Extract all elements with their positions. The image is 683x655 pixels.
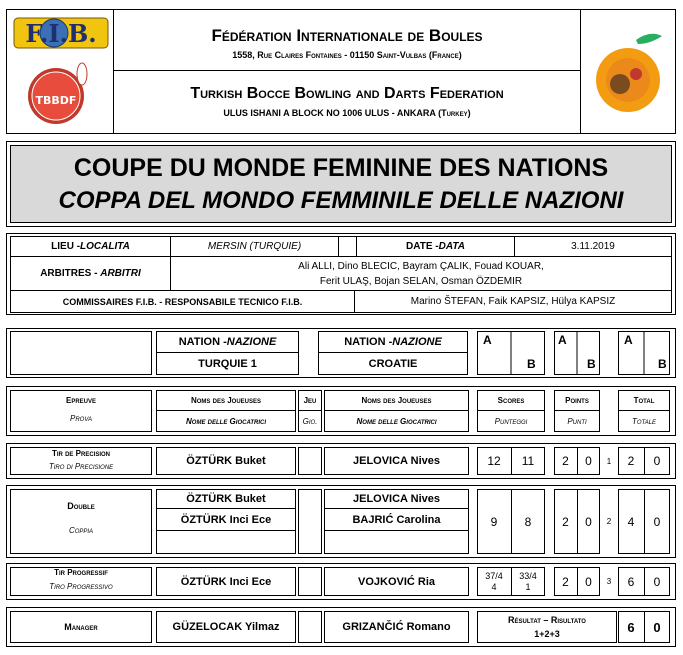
- row3-player-a: ÖZTÜRK Inci Ece: [180, 575, 272, 588]
- row3-pts-b: 0: [585, 574, 592, 589]
- row3-tot-a: 6: [627, 574, 635, 589]
- arbitres-line1: Ali ALLI, Dino BLECIC, Bayram ÇALIK, Fouad KOUAR,: [298, 260, 544, 272]
- row3-score-b: 33/4 1: [519, 570, 537, 592]
- row2-player-b2: BAJRIĆ Carolina: [352, 513, 441, 526]
- row1-player-a: ÖZTÜRK Buket: [186, 455, 266, 467]
- date-label: DATE - DATA: [406, 241, 465, 252]
- event-logo: [590, 26, 670, 118]
- row1-score-a: 12: [487, 454, 501, 468]
- manager-label: Manager: [64, 622, 98, 632]
- row1-score-b: 11: [521, 454, 535, 468]
- commissaires-label: COMMISSAIRES F.I.B. - RESPONSABILE TECNICO F.I.B.: [62, 296, 303, 307]
- ab-box-scores: [477, 331, 545, 375]
- manager-b: GRIZANČIĆ Romano: [342, 621, 451, 633]
- col-gio: Gio.: [302, 416, 318, 426]
- ab-a: A: [624, 333, 633, 347]
- col-epreuve: Epreuve: [65, 395, 96, 405]
- arbitres-line2: Ferit ULAŞ, Bojan SELAN, Osman ÖZDEMIR: [319, 275, 523, 287]
- row1-tot-a: 2: [627, 454, 635, 468]
- row2-event-it: Coppia: [68, 525, 94, 535]
- ab-b: B: [658, 357, 667, 371]
- nations-spacer: [10, 331, 152, 375]
- header-divider-right: [580, 9, 581, 134]
- col-jeu: Jeu: [303, 396, 317, 405]
- col-points: Points: [565, 396, 589, 405]
- date-value: 3.11.2019: [571, 241, 615, 252]
- row2-player-a2: ÖZTÜRK Inci Ece: [180, 513, 272, 526]
- result-b: 0: [653, 619, 661, 635]
- row2-player-a1: ÖZTÜRK Buket: [186, 492, 266, 505]
- ab-box-points: [554, 331, 600, 375]
- col-noms-a: Noms des Joueuses: [190, 396, 262, 405]
- row1-pts-a: 2: [562, 454, 569, 468]
- col-punti: Punti: [567, 416, 587, 426]
- col-punteggi: Punteggi: [494, 416, 528, 426]
- row2-tot-a: 4: [627, 514, 635, 529]
- nation-b-label: NATION - NAZIONE: [344, 336, 442, 348]
- fib-logo-text: F.I.B.: [25, 19, 97, 48]
- arbitres-label: ARBITRES - ARBITRI: [40, 268, 141, 279]
- nation-a-name: TURQUIE 1: [198, 357, 257, 370]
- banner-title-it: COPPA DEL MONDO FEMMINILE DELLE NAZIONI: [58, 187, 624, 214]
- tbbdf-logo: [22, 60, 98, 128]
- fib-title: Fédération Internationale de Boules: [211, 26, 483, 45]
- row2-player-b1: JELOVICA Nives: [352, 492, 440, 505]
- result-a: 6: [627, 619, 635, 635]
- tbbdf-logo-text: TBBDF: [35, 94, 77, 107]
- ab-b: B: [587, 357, 596, 371]
- row2-idx: 2: [606, 517, 612, 526]
- ab-a: A: [483, 333, 492, 347]
- ab-b: B: [527, 357, 536, 371]
- row1-pts-b: 0: [585, 454, 592, 468]
- col-totale: Totale: [631, 416, 657, 426]
- row2-pts-a: 2: [562, 514, 569, 529]
- row2-score-a: 9: [490, 514, 498, 529]
- row1-event-it: Tiro di Precisione: [48, 462, 114, 471]
- col-total: Total: [633, 396, 655, 405]
- result-label: Résultat – Risultato: [508, 615, 586, 625]
- row2-pts-b: 0: [585, 514, 592, 529]
- row1-event-fr: Tir de Precision: [51, 449, 110, 458]
- row3-pts-a: 2: [562, 574, 569, 589]
- row1-idx: 1: [606, 456, 612, 466]
- row1-tot-b: 0: [653, 454, 661, 468]
- col-scores: Scores: [497, 396, 525, 405]
- row3-score-a: 37/4 4: [485, 570, 503, 592]
- row3-event-fr: Tir Progressif: [54, 568, 108, 577]
- row2-tot-b: 0: [653, 514, 661, 529]
- tbbdf-address: ULUS ISHANI A BLOCK NO 1006 ULUS - ANKARA (Turkey): [223, 108, 471, 118]
- row2-score-b: 8: [524, 514, 532, 529]
- result-sub: 1+2+3: [534, 629, 560, 639]
- col-nome-b: Nome delle Giocatrici: [356, 416, 437, 426]
- row3-idx: 3: [606, 577, 612, 586]
- fib-logo: [12, 14, 110, 52]
- lieu-value: MERSIN (TURQUIE): [207, 241, 302, 252]
- manager-a: GÜZELOCAK Yilmaz: [172, 621, 280, 633]
- col-prova: Prova: [69, 413, 92, 423]
- row2-event-fr: Double: [67, 501, 95, 511]
- commissaires-value: Marino ŠTEFAN, Faik KAPSIZ, Hülya KAPSIZ: [410, 296, 616, 307]
- row3-player-b: VOJKOVIĆ Ria: [357, 575, 436, 588]
- nation-a-label: NATION - NAZIONE: [178, 336, 277, 348]
- col-nome-a: Nome delle Giocatrici: [186, 416, 266, 426]
- header-divider-mid: [114, 70, 580, 71]
- tbbdf-title: Turkish Bocce Bowling and Darts Federation: [190, 85, 504, 102]
- ab-a: A: [558, 333, 567, 347]
- fib-address: 1558, Rue Claires Fontaines - 01150 Saint-Vulbas (France): [232, 50, 462, 60]
- lieu-label: LIEU - LOCALITA: [51, 241, 130, 252]
- banner-title-fr: COUPE DU MONDE FEMININE DES NATIONS: [73, 153, 609, 182]
- row1-player-b: JELOVICA Nives: [352, 455, 440, 467]
- col-noms-b: Noms des Joueuses: [361, 396, 432, 405]
- row3-event-it: Tiro Progressivo: [49, 582, 113, 591]
- ab-box-total: [618, 331, 670, 375]
- nation-b-name: CROATIE: [368, 357, 418, 370]
- row3-tot-b: 0: [653, 574, 661, 589]
